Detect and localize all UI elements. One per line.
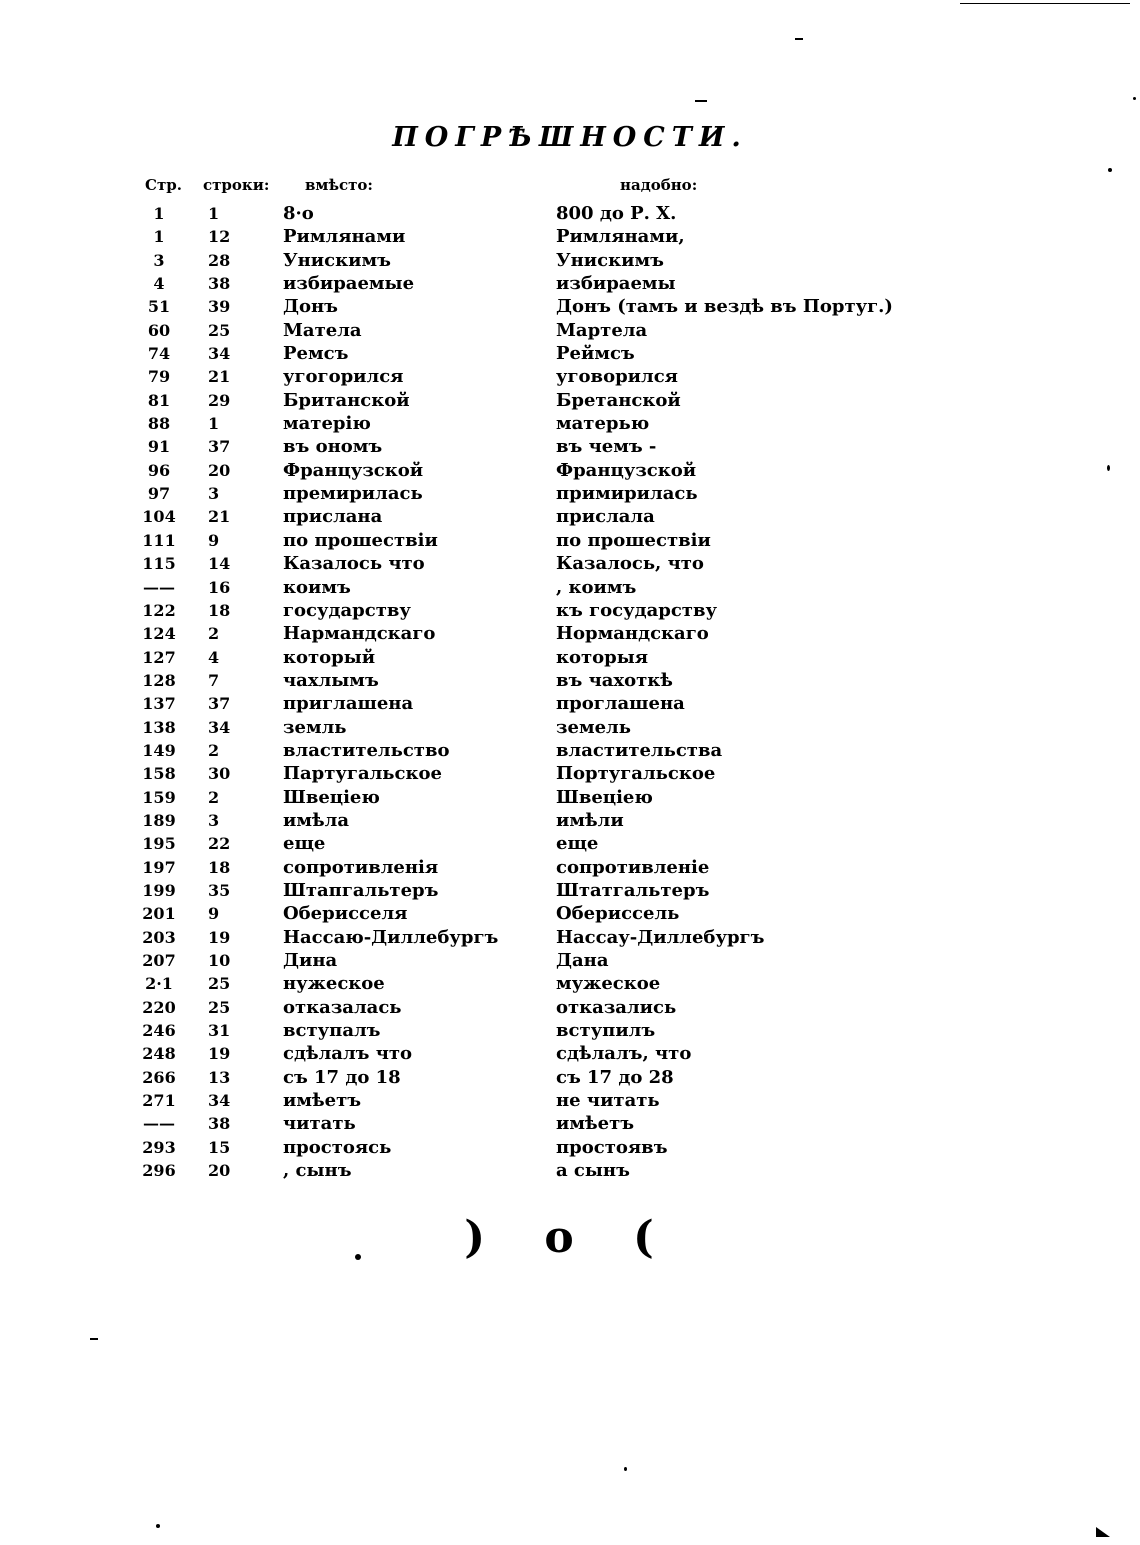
instead-text: Казалось что <box>283 553 425 575</box>
instead-text: Штапгальтеръ <box>283 879 439 901</box>
instead-text: матерію <box>283 413 371 435</box>
page-number: 201 <box>142 904 176 924</box>
correction-text: сдѣлалъ, что <box>556 1043 692 1065</box>
errata-row <box>0 225 1140 248</box>
correction-text: которыя <box>556 646 649 668</box>
correction-text: Донъ (тамъ и вездѣ въ Португ.) <box>556 296 893 318</box>
header-instead: вмѣсто: <box>305 176 373 194</box>
instead-text: вступалъ <box>283 1020 381 1042</box>
page-title: ПОГРѢШНОСТИ. <box>392 122 748 153</box>
instead-text: , сынъ <box>283 1160 352 1182</box>
line-number: 3 <box>208 484 220 504</box>
correction-text: мужеское <box>556 973 661 995</box>
errata-row <box>0 1136 1140 1159</box>
page-number: 159 <box>142 787 176 807</box>
scan-speck <box>156 1524 160 1528</box>
correction-text: имѣли <box>556 809 624 831</box>
line-number: 38 <box>208 274 231 294</box>
line-number: 2 <box>208 787 220 807</box>
line-number: 18 <box>208 600 231 620</box>
correction-text: Реймсъ <box>556 343 635 365</box>
correction-text: властительства <box>556 739 723 761</box>
instead-text: Унискимъ <box>283 249 391 271</box>
correction-text: проглашена <box>556 693 685 715</box>
scan-speck <box>695 100 707 102</box>
instead-text: Нармандскаго <box>283 623 436 645</box>
line-number: 15 <box>208 1137 231 1157</box>
correction-text: земель <box>556 716 631 738</box>
line-number: 3 <box>208 810 220 830</box>
errata-row <box>0 716 1140 739</box>
errata-row <box>0 482 1140 505</box>
correction-text: уговорился <box>556 366 678 388</box>
line-number: 20 <box>208 1161 231 1181</box>
page-number: 195 <box>142 834 176 854</box>
line-number: 34 <box>208 717 231 737</box>
correction-text: въ чемъ - <box>556 436 657 458</box>
correction-text: Французской <box>556 459 697 481</box>
instead-text: властительство <box>283 739 450 761</box>
instead-text: читать <box>283 1113 356 1135</box>
instead-text: избираемые <box>283 273 415 295</box>
correction-text: простоявъ <box>556 1136 668 1158</box>
errata-row <box>0 249 1140 272</box>
errata-row <box>0 599 1140 622</box>
page-number: 296 <box>142 1161 176 1181</box>
errata-row <box>0 1112 1140 1135</box>
correction-text: прислала <box>556 506 655 528</box>
instead-text: въ ономъ <box>283 436 383 458</box>
instead-text: чахлымъ <box>283 669 379 691</box>
correction-text: , коимъ <box>556 576 637 598</box>
line-number: 14 <box>208 554 231 574</box>
page-number: 79 <box>147 367 171 387</box>
page-number: 266 <box>142 1067 176 1087</box>
line-number: 31 <box>208 1021 231 1041</box>
correction-text: примирилась <box>556 483 698 505</box>
correction-text: къ государству <box>556 599 717 621</box>
errata-row <box>0 669 1140 692</box>
line-number: 30 <box>208 764 231 784</box>
errata-row <box>0 832 1140 855</box>
correction-text: съ 17 до 28 <box>556 1066 674 1088</box>
line-number: 28 <box>208 250 231 270</box>
errata-row <box>0 202 1140 225</box>
correction-text: Казалось, что <box>556 553 704 575</box>
correction-text: Штатгальтеръ <box>556 879 710 901</box>
correction-text: еще <box>556 833 599 855</box>
instead-text: Римлянами <box>283 226 406 248</box>
errata-row <box>0 926 1140 949</box>
correction-text: Нассау-Диллебургъ <box>556 926 765 948</box>
errata-row <box>0 809 1140 832</box>
errata-row <box>0 762 1140 785</box>
page-number: 149 <box>142 740 176 760</box>
header-should: надобно: <box>620 176 698 194</box>
line-number: 9 <box>208 904 220 924</box>
instead-text: который <box>283 646 376 668</box>
page-number: 203 <box>142 927 176 947</box>
errata-row <box>0 996 1140 1019</box>
correction-text: 800 до Р. Х. <box>556 203 677 224</box>
errata-row <box>0 435 1140 458</box>
page-number: —— <box>143 1114 175 1134</box>
instead-text: Донъ <box>283 296 338 318</box>
scan-speck <box>624 1467 627 1471</box>
scan-speck <box>90 1338 98 1340</box>
page-number: 293 <box>142 1137 176 1157</box>
page-number: 81 <box>147 390 171 410</box>
end-ornament: ) o ( <box>464 1212 676 1263</box>
line-number: 2 <box>208 624 220 644</box>
page-number: 137 <box>142 694 176 714</box>
errata-row <box>0 1159 1140 1182</box>
instead-text: угогорился <box>283 366 404 388</box>
page-number: 220 <box>142 997 176 1017</box>
correction-text: Римлянами, <box>556 226 685 248</box>
instead-text: земль <box>283 716 347 738</box>
page-number: 197 <box>142 857 176 877</box>
errata-row <box>0 272 1140 295</box>
errata-row <box>0 902 1140 925</box>
correction-text: Португальское <box>556 763 716 785</box>
line-number: 34 <box>208 344 231 364</box>
line-number: 2 <box>208 740 220 760</box>
errata-row <box>0 1042 1140 1065</box>
line-number: 21 <box>208 367 231 387</box>
errata-row <box>0 622 1140 645</box>
line-number: 12 <box>208 227 231 247</box>
correction-text: избираемы <box>556 273 676 295</box>
instead-text: приглашена <box>283 693 414 715</box>
errata-row <box>0 576 1140 599</box>
line-number: 1 <box>208 204 220 223</box>
scan-speck <box>1108 168 1112 172</box>
line-number: 1 <box>208 414 220 434</box>
errata-row <box>0 879 1140 902</box>
page-number: 189 <box>142 810 176 830</box>
correction-text: Нормандскаго <box>556 623 709 645</box>
errata-table <box>0 202 1140 1182</box>
correction-text: матерью <box>556 413 650 435</box>
instead-text: Нассаю-Диллебургъ <box>283 926 499 948</box>
correction-text: Дана <box>556 950 609 971</box>
page-number: 111 <box>142 530 176 550</box>
page-number: —— <box>143 577 175 597</box>
line-number: 7 <box>208 670 220 690</box>
errata-row <box>0 856 1140 879</box>
instead-text: съ 17 до 18 <box>283 1066 401 1088</box>
line-number: 13 <box>208 1067 231 1087</box>
scan-speck <box>795 38 803 40</box>
instead-text: имѣетъ <box>283 1090 362 1112</box>
page-number: 1 <box>153 227 165 247</box>
correction-text: Бретанской <box>556 389 681 411</box>
corner-mark <box>1096 1527 1110 1537</box>
errata-row <box>0 1066 1140 1089</box>
correction-text: не читать <box>556 1090 660 1112</box>
page-number: 88 <box>147 414 171 434</box>
line-number: 25 <box>208 997 231 1017</box>
line-number: 35 <box>208 880 231 900</box>
instead-text: Партугальское <box>283 763 442 785</box>
errata-row <box>0 389 1140 412</box>
instead-text: коимъ <box>283 576 351 598</box>
errata-row <box>0 412 1140 435</box>
correction-text: Унискимъ <box>556 249 664 271</box>
correction-text: въ чахоткѣ <box>556 669 673 691</box>
page-number: 138 <box>142 717 176 737</box>
instead-text: премирилась <box>283 483 423 505</box>
correction-text: отказались <box>556 996 677 1018</box>
scan-speck <box>1133 97 1136 100</box>
errata-row <box>0 972 1140 995</box>
instead-text: еще <box>283 833 326 855</box>
line-number: 25 <box>208 974 231 994</box>
line-number: 34 <box>208 1091 231 1111</box>
instead-text: простоясь <box>283 1136 392 1158</box>
errata-row <box>0 646 1140 669</box>
instead-text: Матела <box>283 319 362 341</box>
errata-row <box>0 739 1140 762</box>
page-number: 74 <box>147 344 171 364</box>
correction-text: Швеціею <box>556 786 653 808</box>
errata-row <box>0 505 1140 528</box>
instead-text: сопротивленія <box>283 856 439 878</box>
line-number: 16 <box>208 577 231 597</box>
instead-text: прислана <box>283 506 383 528</box>
header-line: строки: <box>203 176 270 194</box>
page-number: 246 <box>142 1021 176 1041</box>
instead-text: 8·o <box>283 203 314 224</box>
line-number: 19 <box>208 927 231 947</box>
page-number: 51 <box>147 297 171 317</box>
correction-text: сопротивленіе <box>556 856 710 878</box>
page-number: 3 <box>153 250 165 270</box>
page-number: 199 <box>142 880 176 900</box>
line-number: 21 <box>208 507 231 527</box>
instead-text: Ремсъ <box>283 343 349 365</box>
page-number: 2·1 <box>145 974 173 994</box>
line-number: 22 <box>208 834 231 854</box>
page-number: 4 <box>153 274 165 294</box>
line-number: 37 <box>208 437 231 457</box>
errata-row <box>0 459 1140 482</box>
line-number: 39 <box>208 297 231 317</box>
errata-row <box>0 342 1140 365</box>
page-number: 158 <box>142 764 176 784</box>
instead-text: отказалась <box>283 996 402 1018</box>
instead-text: имѣла <box>283 809 349 831</box>
line-number: 29 <box>208 390 231 410</box>
line-number: 10 <box>208 951 231 970</box>
instead-text: государству <box>283 599 411 621</box>
page-number: 127 <box>142 647 176 667</box>
page-number: 128 <box>142 670 176 690</box>
instead-text: сдѣлалъ что <box>283 1043 413 1065</box>
line-number: 19 <box>208 1044 231 1064</box>
errata-row <box>0 295 1140 318</box>
instead-text: Британской <box>283 389 410 411</box>
errata-row <box>0 1089 1140 1112</box>
page-number: 97 <box>147 484 171 504</box>
errata-row <box>0 319 1140 342</box>
scan-speck <box>960 3 1130 4</box>
correction-text: Мартела <box>556 319 648 341</box>
errata-row <box>0 552 1140 575</box>
correction-text: по прошествіи <box>556 529 711 551</box>
correction-text: Обериссель <box>556 903 680 925</box>
line-number: 37 <box>208 694 231 714</box>
errata-row <box>0 692 1140 715</box>
errata-row <box>0 786 1140 809</box>
scan-speck <box>355 1254 361 1260</box>
page-number: 104 <box>142 507 176 527</box>
line-number: 38 <box>208 1114 231 1134</box>
page-number: 115 <box>142 554 176 574</box>
errata-row <box>0 365 1140 388</box>
scan-speck <box>1107 465 1110 471</box>
page-number: 122 <box>142 600 176 620</box>
correction-text: вступилъ <box>556 1020 656 1042</box>
errata-row <box>0 529 1140 552</box>
instead-text: Французской <box>283 459 424 481</box>
page-number: 60 <box>147 320 171 340</box>
header-page: Стр. <box>145 176 182 194</box>
line-number: 20 <box>208 460 231 480</box>
instead-text: Швеціею <box>283 786 380 808</box>
errata-row <box>0 1019 1140 1042</box>
page-number: 91 <box>147 437 171 457</box>
page-number: 271 <box>142 1091 176 1111</box>
page-number: 207 <box>142 951 176 970</box>
instead-text: Дина <box>283 950 338 971</box>
correction-text: а сынъ <box>556 1160 630 1182</box>
instead-text: по прошествіи <box>283 529 438 551</box>
page-number: 248 <box>142 1044 176 1064</box>
line-number: 18 <box>208 857 231 877</box>
errata-row <box>0 949 1140 972</box>
instead-text: Оберисселя <box>283 903 408 925</box>
line-number: 9 <box>208 530 220 550</box>
instead-text: нужеское <box>283 973 385 995</box>
page-number: 124 <box>142 624 176 644</box>
page-number: 96 <box>147 460 171 480</box>
line-number: 4 <box>208 647 220 667</box>
line-number: 25 <box>208 320 231 340</box>
page-number: 1 <box>153 204 165 223</box>
correction-text: имѣетъ <box>556 1113 635 1135</box>
